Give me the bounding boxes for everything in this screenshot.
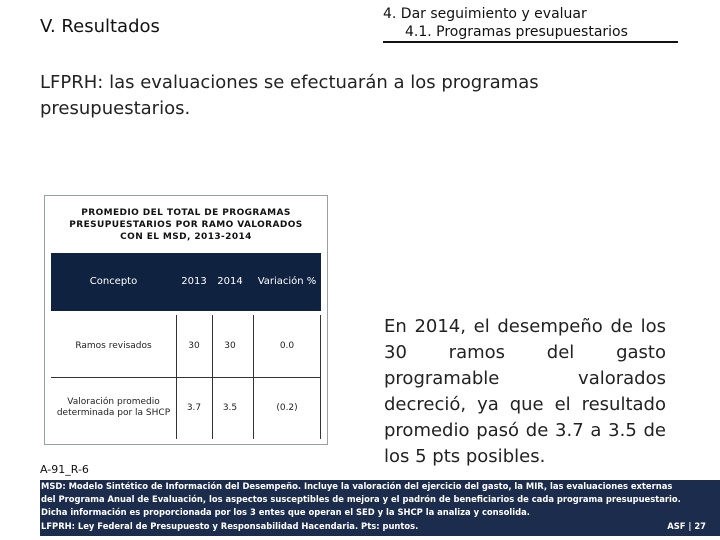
cell-concepto-row1: Ramos revisados — [75, 340, 152, 351]
cell-2013-row2: 3.7 — [186, 402, 202, 413]
footer-line-3: Dicha información es proporcionada por los 3 entes que operan el SED y la SHCP la analiza y consolida. — [41, 507, 530, 517]
page-number: ASF | 27 — [667, 521, 706, 531]
cell-2014-row1: 30 — [224, 340, 236, 351]
cell-2013-row1: 30 — [188, 340, 200, 351]
column-header-concepto: Concepto — [89, 276, 138, 287]
summary-paragraph: En 2014, el desempeño de los 30 ramos del gasto programable valorados decreció, ya que el resultado promedio pasó de 3.7 a 3.5 de los 5 pts posibles. — [384, 316, 666, 467]
cell-2014-row2: 3.5 — [222, 402, 238, 413]
intro-paragraph: LFPRH: las evaluaciones se efectuarán a los programas presupuestarios. — [40, 72, 539, 119]
table-title-line-2: PRESUPUESTARIOS POR RAMO VALORADOS — [69, 220, 303, 230]
results-table — [51, 253, 321, 439]
data-table-box — [44, 195, 328, 445]
table-title — [45, 207, 327, 243]
section-title: V. Resultados — [40, 16, 160, 37]
footer-line-2: del Programa Anual de Evaluación, los aspectos susceptibles de mejora y el padrón de beneficiarios de cada programa presupuestario. — [41, 494, 681, 504]
table-header — [51, 253, 321, 311]
grid-line — [51, 377, 321, 378]
cell-variacion-row2: (0.2) — [276, 402, 298, 413]
footer-notes — [40, 480, 720, 536]
column-header-variacion: Variación % — [257, 276, 317, 287]
heading-line-2: 4.1. Programas presupuestarios — [405, 24, 628, 40]
column-header-2014: 2014 — [217, 276, 243, 287]
column-header-2013: 2013 — [181, 276, 207, 287]
cell-concepto-row2: Valoración promedio determinada por la SHCP — [56, 397, 171, 418]
heading-line-1: 4. Dar seguimiento y evaluar — [383, 6, 587, 22]
table-title-line-3: CON EL MSD, 2013-2014 — [120, 232, 252, 242]
cell-variacion-row1: 0.0 — [279, 340, 295, 351]
footer-line-1: MSD: Modelo Sintético de Información del Desempeño. Incluye la valoración del ejercicio del gasto, la MIR, las evaluaciones externas — [41, 481, 673, 491]
reference-code: A-91_R-6 — [40, 463, 89, 476]
heading-underline — [383, 41, 678, 43]
table-title-line-1: PROMEDIO DEL TOTAL DE PROGRAMAS — [81, 208, 291, 218]
footer-line-4: LFPRH: Ley Federal de Presupuesto y Responsabilidad Hacendaria. Pts: puntos. — [41, 521, 419, 531]
slide-heading — [383, 5, 663, 41]
